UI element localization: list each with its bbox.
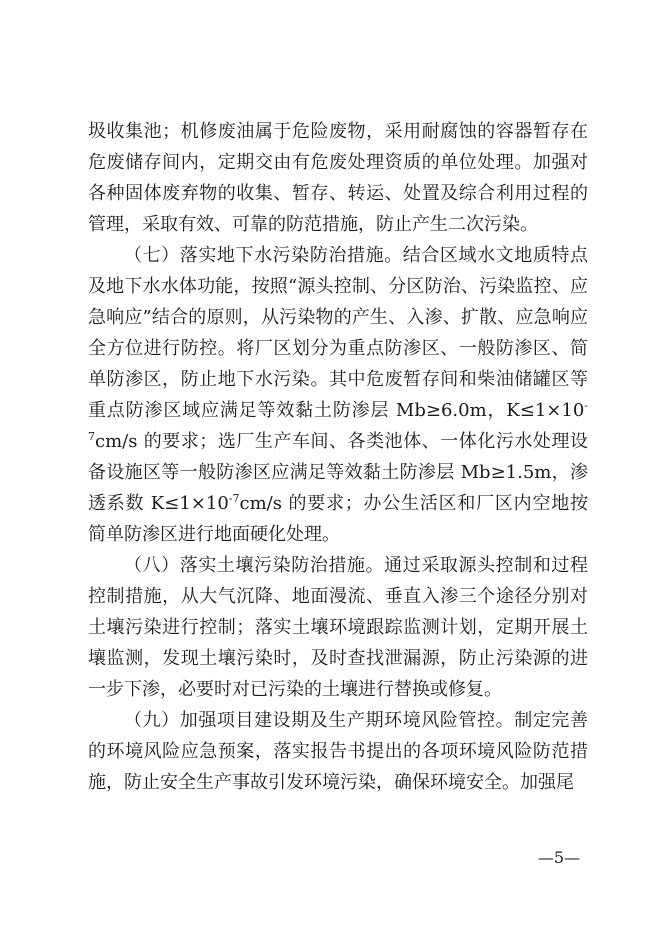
paragraph-solid-waste-continued: 圾收集池；机修废油属于危险废物，采用耐腐蚀的容器暂存在危废储存间内，定期交由有危废处理资质的单位处理。加强对各种固体废弃物的收集、暂存、转运、处置及综合利用过程的管理，采取有效、可靠的防范措施，防止产生二次污染。 [88, 121, 588, 235]
paragraph-soil: （八）落实土壤污染防治措施。通过采取源头控制和过程控制措施，从大气沉降、地面漫流、垂直入渗三个途径分别对土壤污染进行控制；落实土壤环境跟踪监测计划，定期开展土壤监测，发现土壤污染时，及时查找泄漏源，防止污染源的进一步下渗，必要时对已污染的土壤进行替换或修复。 [88, 555, 588, 700]
groundwater-text-part-1: （七）落实地下水污染防治措施。结合区域水文地质特点及地下水水体功能，按照“源头控制、分区防治、污染监控、应急响应”结合的原则，从污染物的产生、入渗、扩散、应急响应全方位进行防控。将厂区划分为重点防渗区、一般防渗区、简单防渗区，防止地下水污染。其中危废暂存间和柴油储罐区等重点防渗区域应满足等效黏土防渗层 Mb≥6.0m，K≤1×10 [88, 245, 588, 421]
groundwater-text-part-3: cm/s 的要求；办公生活区和厂区内空地按简单防渗区进行地面硬化处理。 [88, 493, 588, 545]
page-number: —5— [537, 848, 580, 867]
groundwater-text-part-2: cm/s 的要求；选厂生产车间、各类池体、一体化污水处理设备设施区等一般防渗区应满足等效黏土防渗层 Mb≥1.5m，渗透系数 K≤1×10 [88, 431, 588, 514]
exponent-2: -7 [228, 492, 240, 505]
exponent-1: -7 [88, 399, 588, 443]
body-text [88, 116, 588, 798]
paragraph-risk-control: （九）加强项目建设期及生产期环境风险管控。制定完善的环境风险应急预案，落实报告书提出的各项环境风险防范措施，防止安全生产事故引发环境污染，确保环境安全。加强尾 [88, 710, 588, 793]
paragraph-groundwater [88, 240, 588, 550]
